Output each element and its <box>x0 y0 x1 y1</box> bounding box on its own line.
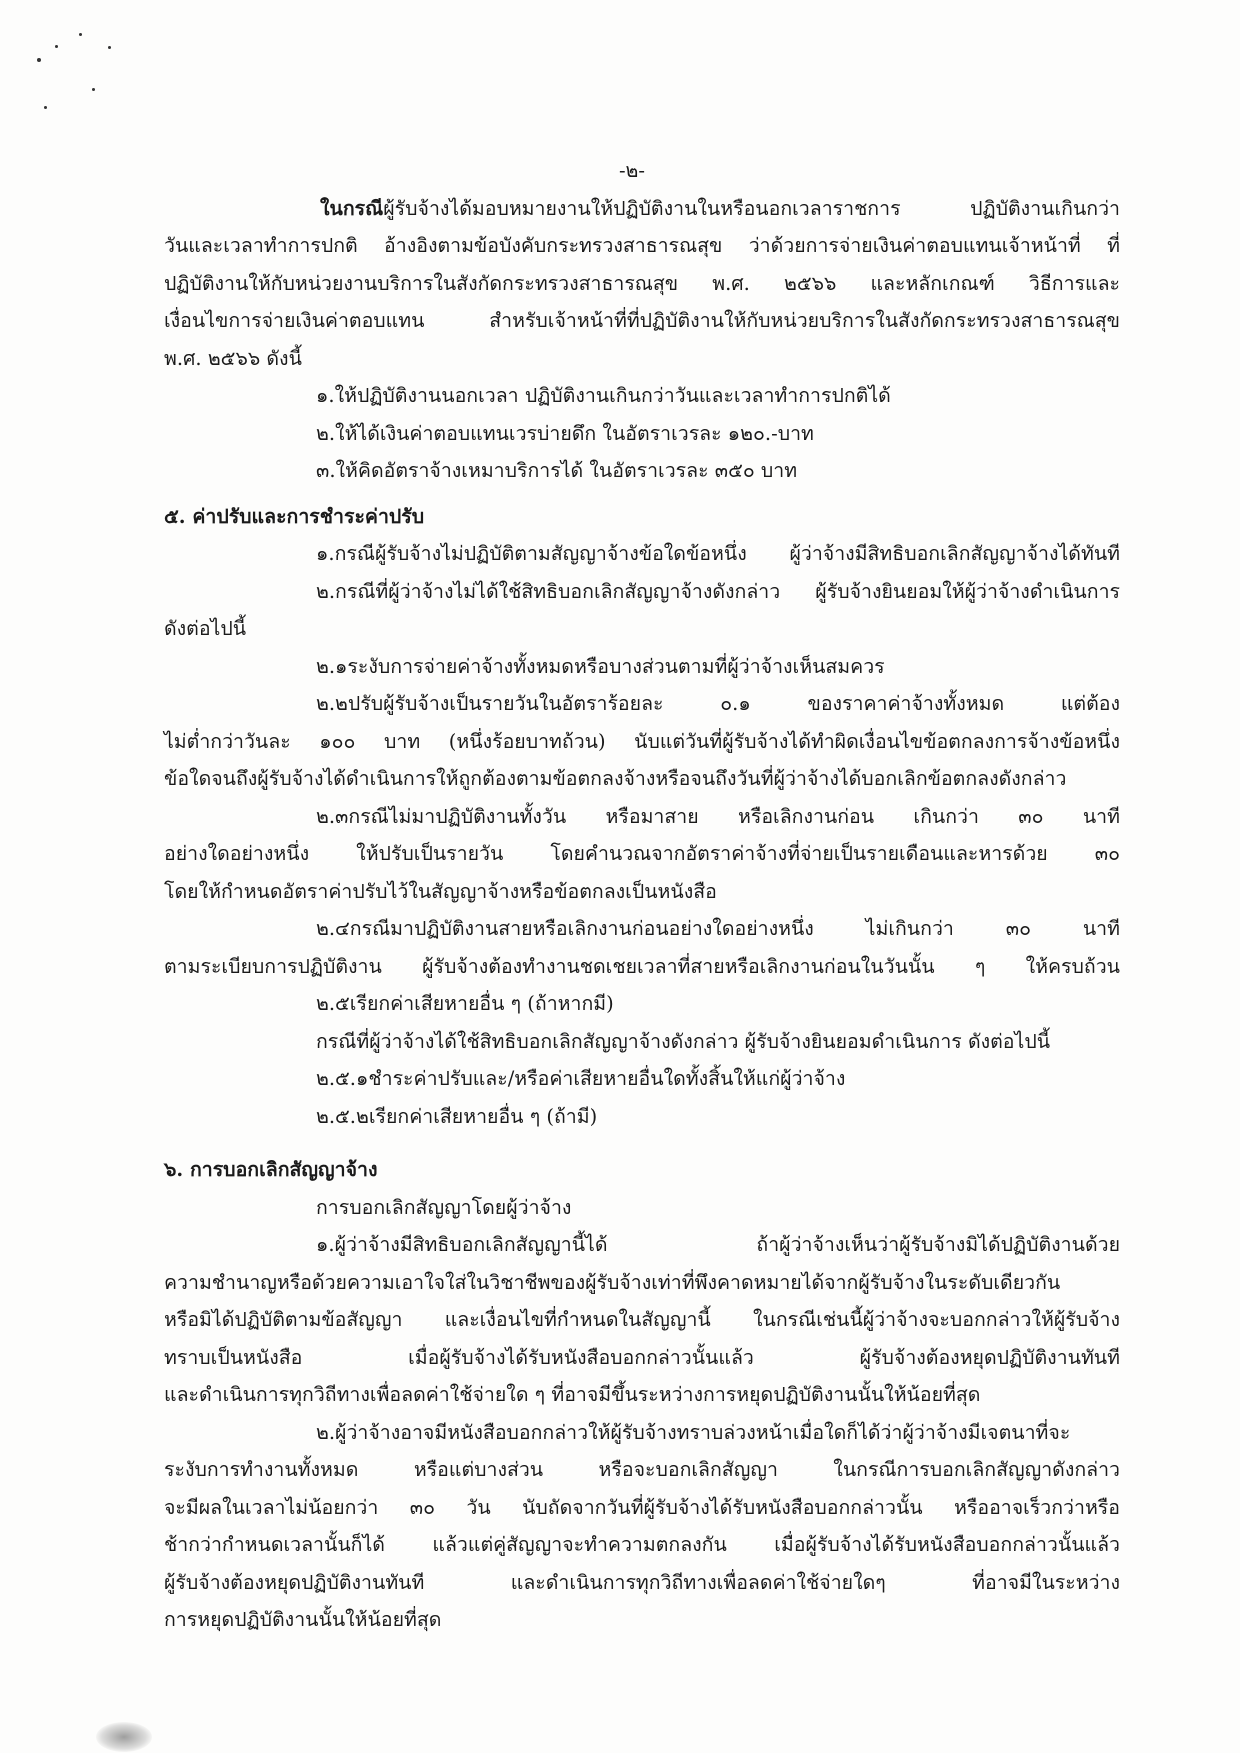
intro-item-2: ๒.ให้ได้เงินค่าตอบแทนเวรบ่ายดึก ในอัตราเวรละ ๑๒๐.-บาท <box>316 421 814 445</box>
s5-p22-line-2: ไม่ต่ำกว่าวันละ ๑๐๐ บาท (หนึ่งร้อยบาทถ้วน) นับแต่วันที่ผู้รับจ้างได้ทำผิดเงื่อนไขข้อตกลงการจ้างข้อหนึ่ง <box>164 729 1120 753</box>
s5-p2-line-2: ดังต่อไปนี้ <box>164 617 247 640</box>
section-5-heading: ๕. ค่าปรับและการชำระค่าปรับ <box>164 504 425 528</box>
s5-p23-line-2: อย่างใดอย่างหนึ่ง ให้ปรับเป็นรายวัน โดยคำนวณจากอัตราค่าจ้างที่จ่ายเป็นรายเดือนและหารด้วย ๓๐ <box>164 842 1120 865</box>
s6-p2-line-3: จะมีผลในเวลาไม่น้อยกว่า ๓๐ วัน นับถัดจากวันที่ผู้รับจ้างได้รับหนังสือบอกกล่าวนั้น หรืออาจเร็วกว่าหรือ <box>164 1495 1120 1519</box>
s5-case: กรณีที่ผู้ว่าจ้างได้ใช้สิทธิบอกเลิกสัญญาจ้างดังกล่าว ผู้รับจ้างยินยอมดำเนินการ ดังต่อไปนี้ <box>316 1029 1051 1053</box>
scan-speck <box>79 33 82 36</box>
intro-line-4: เงื่อนไขการจ่ายเงินค่าตอบแทน สำหรับเจ้าหน้าที่ที่ปฏิบัติงานให้กับหน่วยบริการในสังกัดกระทรวงสาธารณสุข <box>164 309 1120 332</box>
page-number: -๒- <box>618 159 646 182</box>
scan-speck <box>44 106 47 109</box>
s5-p252: ๒.๕.๒เรียกค่าเสียหายอื่น ๆ (ถ้ามี) <box>316 1104 598 1128</box>
s5-p21: ๒.๑ระงับการจ่ายค่าจ้างทั้งหมดหรือบางส่วนตามที่ผู้ว่าจ้างเห็นสมควร <box>316 654 885 678</box>
scan-speck <box>108 46 111 49</box>
scan-speck <box>92 88 95 91</box>
s5-p2-line-1: ๒.กรณีที่ผู้ว่าจ้างไม่ได้ใช้สิทธิบอกเลิกสัญญาจ้างดังกล่าว ผู้รับจ้างยินยอมให้ผู้ว่าจ้างดำเนินการ <box>316 579 1120 603</box>
s5-p251: ๒.๕.๑ชำระค่าปรับและ/หรือค่าเสียหายอื่นใดทั้งสิ้นให้แก่ผู้ว่าจ้าง <box>316 1067 846 1090</box>
intro-line-5: พ.ศ. ๒๕๖๖ ดังนี้ <box>164 346 302 370</box>
s6-p2-line-1: ๒.ผู้ว่าจ้างอาจมีหนังสือบอกกล่าวให้ผู้รับจ้างทราบล่วงหน้าเมื่อใดก็ได้ว่าผู้ว่าจ้างมีเจตนาที่จะ <box>316 1420 1071 1444</box>
section-6-heading: ๖. การบอกเลิกสัญญาจ้าง <box>164 1158 378 1181</box>
scan-smudge <box>96 1722 152 1752</box>
s5-p24-line-2: ตามระเบียบการปฏิบัติงาน ผู้รับจ้างต้องทำงานชดเชยเวลาที่สายหรือเลิกงานก่อนในวันนั้น ๆ ให้ครบถ้วน <box>164 954 1120 978</box>
s6-p2-line-6: การหยุดปฏิบัติงานนั้นให้น้อยที่สุด <box>164 1608 442 1631</box>
s5-p23-line-1: ๒.๓กรณีไม่มาปฏิบัติงานทั้งวัน หรือมาสาย หรือเลิกงานก่อน เกินกว่า ๓๐ นาที <box>316 804 1120 828</box>
s6-p1-line-2: ความชำนาญหรือด้วยความเอาใจใส่ในวิชาชีพของผู้รับจ้างเท่าที่พึงคาดหมายได้จากผู้รับจ้างในระดับเดียวกัน <box>164 1270 1061 1294</box>
intro-item-1: ๑.ให้ปฏิบัติงานนอกเวลา ปฏิบัติงานเกินกว่าวันและเวลาทำการปกติได้ <box>316 384 891 407</box>
intro-line-2: วันและเวลาทำการปกติ อ้างอิงตามข้อบังคับกระทรวงสาธารณสุข ว่าด้วยการจ่ายเงินค่าตอบแทนเจ้าหน้าที่ ที่ <box>164 234 1120 257</box>
intro-lead: ในกรณี <box>320 196 384 220</box>
s6-p1-line-3: หรือมิได้ปฏิบัติตามข้อสัญญา และเงื่อนไขที่กำหนดในสัญญานี้ ในกรณีเช่นนี้ผู้ว่าจ้างจะบอกกล่าวให้ผู้รับจ้าง <box>164 1308 1120 1331</box>
s5-p24-line-1: ๒.๔กรณีมาปฏิบัติงานสายหรือเลิกงานก่อนอย่างใดอย่างหนึ่ง ไม่เกินกว่า ๓๐ นาที <box>316 917 1120 940</box>
s5-p22-line-3: ข้อใดจนถึงผู้รับจ้างได้ดำเนินการให้ถูกต้องตามข้อตกลงจ้างหรือจนถึงวันที่ผู้ว่าจ้างได้บอกเลิกข้อตกลงดังกล่าว <box>164 767 1067 790</box>
s6-p2-line-2: ระงับการทำงานทั้งหมด หรือแต่บางส่วน หรือจะบอกเลิกสัญญา ในกรณีการบอกเลิกสัญญาดังกล่าว <box>164 1458 1120 1481</box>
s6-p1-line-1: ๑.ผู้ว่าจ้างมีสิทธิบอกเลิกสัญญานี้ได้ ถ้าผู้ว่าจ้างเห็นว่าผู้รับจ้างมิได้ปฏิบัติงานด้วย <box>316 1233 1120 1256</box>
scan-speck <box>37 58 41 62</box>
s6-p1-line-5: และดำเนินการทุกวิถีทางเพื่อลดค่าใช้จ่ายใด ๆ ที่อาจมีขึ้นระหว่างการหยุดปฏิบัติงานนั้นให้น้อยที่สุด <box>164 1383 981 1406</box>
intro-item-3: ๓.ให้คิดอัตราจ้างเหมาบริการได้ ในอัตราเวรละ ๓๕๐ บาท <box>316 459 798 482</box>
s6-p2-line-4: ช้ากว่ากำหนดเวลานั้นก็ได้ แล้วแต่คู่สัญญาจะทำความตกลงกัน เมื่อผู้รับจ้างได้รับหนังสือบอกกล่าวนั้นแล้ว <box>164 1533 1120 1556</box>
scan-speck <box>55 45 58 48</box>
document-body <box>164 152 1120 1639</box>
intro-line-1: ในกรณีผู้รับจ้างได้มอบหมายงานให้ปฏิบัติงานในหรือนอกเวลาราชการ ปฏิบัติงานเกินกว่า <box>320 196 1120 220</box>
s5-p23-line-3: โดยให้กำหนดอัตราค่าปรับไว้ในสัญญาจ้างหรือข้อตกลงเป็นหนังสือ <box>164 879 717 903</box>
s5-p25: ๒.๕เรียกค่าเสียหายอื่น ๆ (ถ้าหากมี) <box>316 992 614 1015</box>
s6-sub: การบอกเลิกสัญญาโดยผู้ว่าจ้าง <box>316 1195 572 1219</box>
s5-p22-line-1: ๒.๒ปรับผู้รับจ้างเป็นรายวันในอัตราร้อยละ ๐.๑ ของราคาค่าจ้างทั้งหมด แต่ต้อง <box>316 692 1120 715</box>
s6-p2-line-5: ผู้รับจ้างต้องหยุดปฏิบัติงานทันที และดำเนินการทุกวิถีทางเพื่อลดค่าใช้จ่ายใดๆ ที่อาจมีในระหว่าง <box>164 1570 1120 1594</box>
s5-p1: ๑.กรณีผู้รับจ้างไม่ปฏิบัติตามสัญญาจ้างข้อใดข้อหนึ่ง ผู้ว่าจ้างมีสิทธิบอกเลิกสัญญาจ้างได้ทันที <box>316 542 1120 565</box>
intro-line-3: ปฏิบัติงานให้กับหน่วยงานบริการในสังกัดกระทรวงสาธารณสุข พ.ศ. ๒๕๖๖ และหลักเกณฑ์ วิธีการและ <box>164 271 1120 295</box>
s6-p1-line-4: ทราบเป็นหนังสือ เมื่อผู้รับจ้างได้รับหนังสือบอกกล่าวนั้นแล้ว ผู้รับจ้างต้องหยุดปฏิบัติงานทันที <box>164 1345 1120 1369</box>
